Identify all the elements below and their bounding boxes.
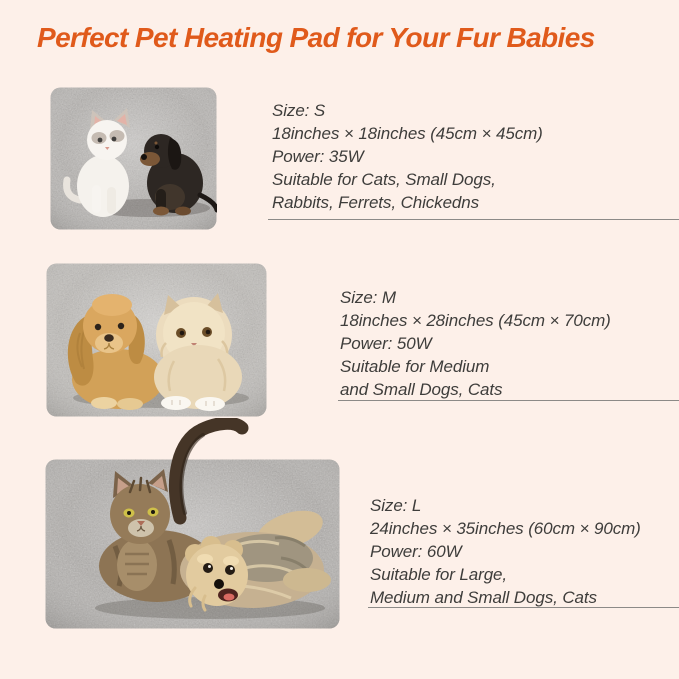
photo-size-m (46, 263, 267, 417)
dimensions-s: 18inches × 18inches (45cm × 45cm) (272, 124, 543, 143)
photo-s-illustration (50, 87, 217, 230)
size-label-m: Size: M (340, 288, 396, 307)
page-title: Perfect Pet Heating Pad for Your Fur Babies (37, 22, 595, 53)
power-s: Power: 35W (272, 147, 364, 166)
dimensions-m: 18inches × 28inches (45cm × 70cm) (340, 311, 611, 330)
photo-size-l (45, 418, 340, 629)
power-l: Power: 60W (370, 542, 462, 561)
divider-s (268, 219, 679, 220)
suitable-s-line-1: Suitable for Cats, Small Dogs, (272, 170, 496, 189)
spec-block-s (272, 99, 543, 214)
power-m: Power: 50W (340, 334, 432, 353)
divider-l (368, 607, 679, 608)
photo-size-s (50, 87, 217, 230)
photo-l-illustration (45, 418, 340, 629)
suitable-l-line-2: Medium and Small Dogs, Cats (370, 588, 597, 607)
suitable-m-line-1: Suitable for Medium (340, 357, 490, 376)
photo-m-illustration (46, 263, 267, 417)
divider-m (338, 400, 679, 401)
dimensions-l: 24inches × 35inches (60cm × 90cm) (370, 519, 641, 538)
suitable-s-line-2: Rabbits, Ferrets, Chickedns (272, 193, 480, 212)
suitable-m-line-2: and Small Dogs, Cats (340, 380, 503, 399)
size-label-s: Size: S (272, 101, 326, 120)
suitable-l-line-1: Suitable for Large, (370, 565, 508, 584)
spec-block-l (370, 494, 641, 609)
size-label-l: Size: L (370, 496, 422, 515)
spec-block-m (340, 286, 611, 401)
